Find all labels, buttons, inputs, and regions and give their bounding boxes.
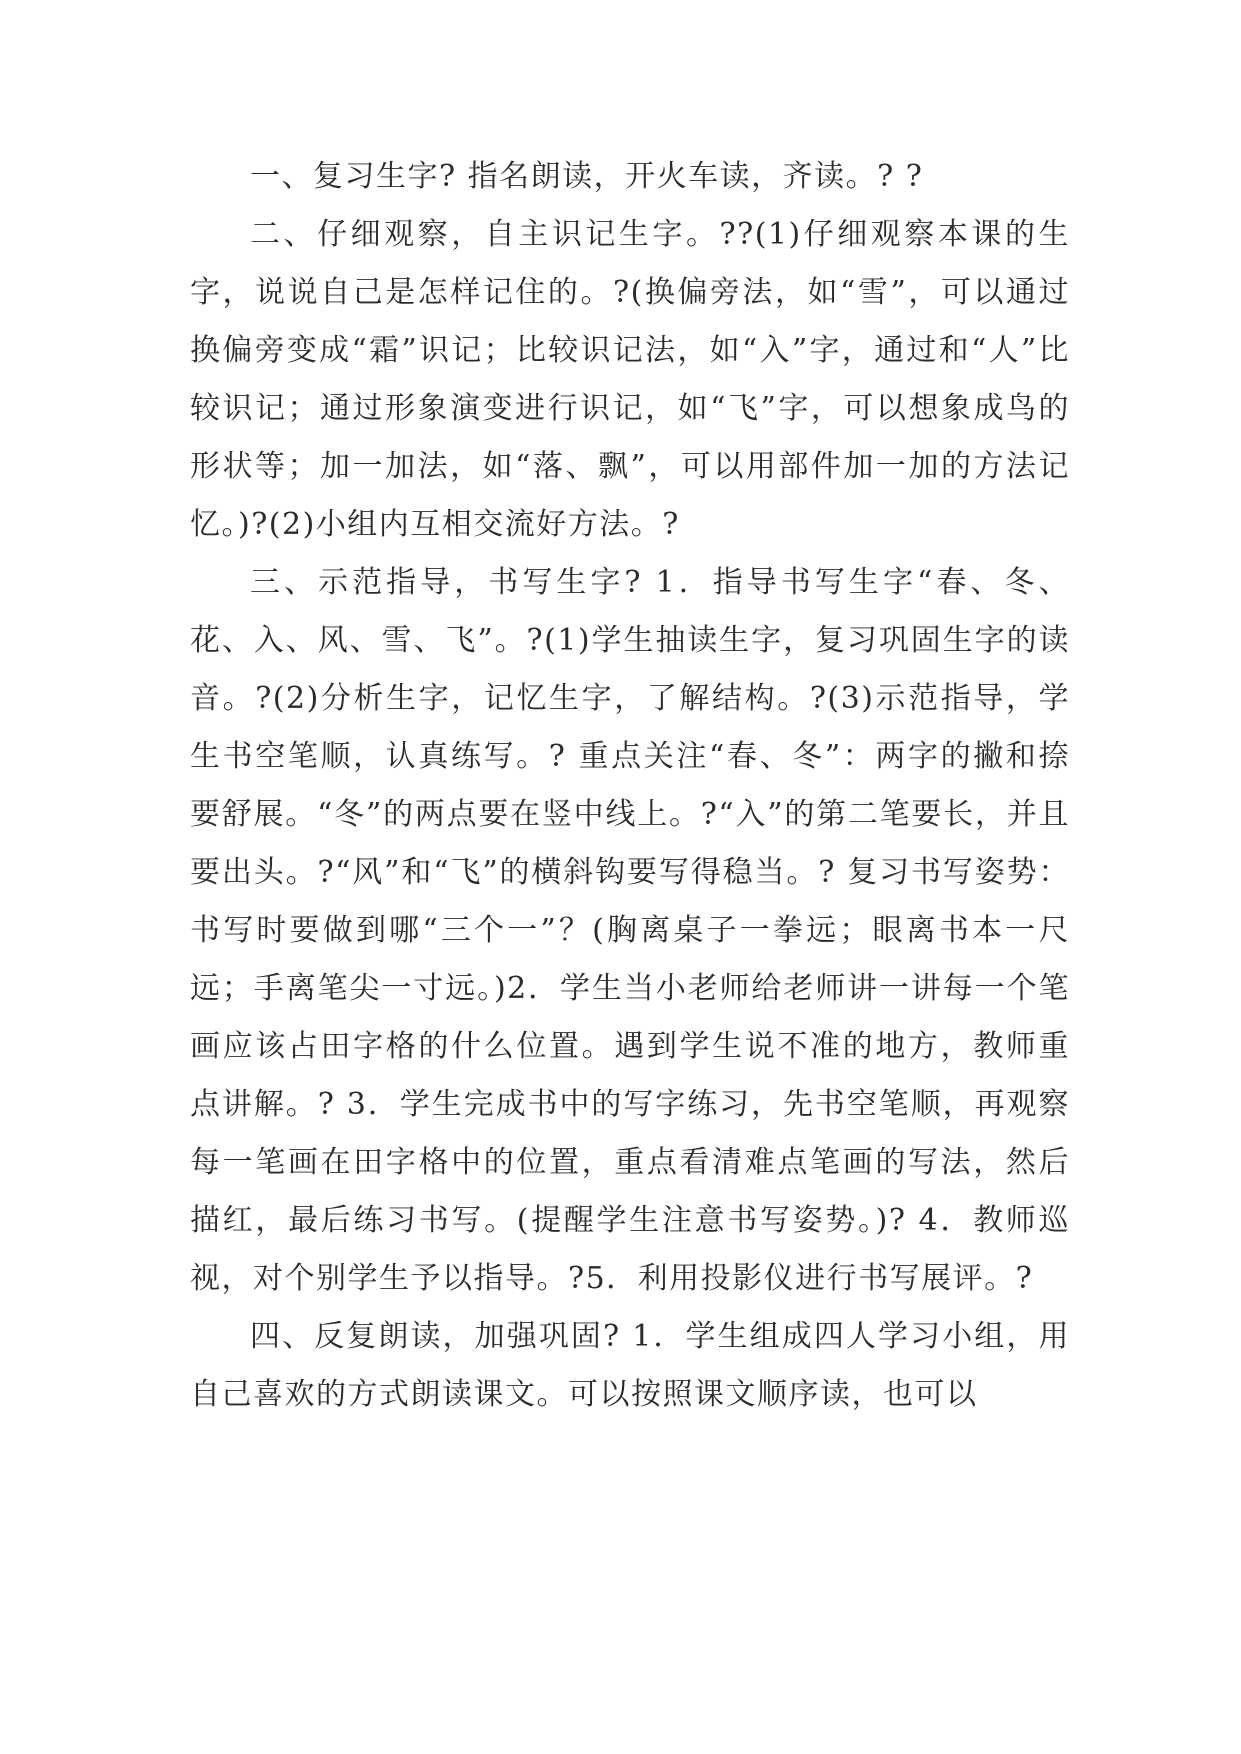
document-page <box>190 148 1070 1424</box>
paragraph-writing-guidance: 三、示范指导，书写生字? 1．指导书写生字“春、冬、花、入、风、雪、飞”。?(1)学生抽读生字，复习巩固生字的读音。?(2)分析生字，记忆生字，了解结构。?(3)示范指导，学生书空笔顺，认真练写。? 重点关注“春、冬”：两字的撇和捺要舒展。“冬”的两点要在竖中线上。?“入”的第二笔要长，并且要出头。?“风”和“飞”的横斜钩要写得稳当。? 复习书写姿势：书写时要做到哪“三个一”？(胸离桌子一拳远；眼离书本一尺远；手离笔尖一寸远。)2．学生当小老师给老师讲一讲每一个笔画应该占田字格的什么位置。遇到学生说不准的地方，教师重点讲解。? 3．学生完成书中的写字练习，先书空笔顺，再观察每一笔画在田字格中的位置，重点看清难点笔画的写法，然后描红，最后练习书写。(提醒学生注意书写姿势。)? 4．教师巡视，对个别学生予以指导。?5．利用投影仪进行书写展评。? <box>190 565 1070 1296</box>
paragraph-observe-characters: 二、仔细观察，自主识记生字。??(1)仔细观察本课的生字，说说自己是怎样记住的。?(换偏旁法，如“雪”，可以通过换偏旁变成“霜”识记；比较识记法，如“入”字，通过和“人”比较识记；通过形象演变进行识记，如“飞”字，可以想象成鸟的形状等；加一加法，如“落、飘”，可以用部件加一加的方法记忆。)?(2)小组内互相交流好方法。? <box>190 217 1070 542</box>
paragraph-repeated-reading: 四、反复朗读，加强巩固? 1．学生组成四人学习小组，用自己喜欢的方式朗读课文。可以按照课文顺序读，也可以 <box>190 1319 1070 1412</box>
paragraph-review-characters: 一、复习生字? 指名朗读，开火车读，齐读。? ? <box>250 159 924 194</box>
